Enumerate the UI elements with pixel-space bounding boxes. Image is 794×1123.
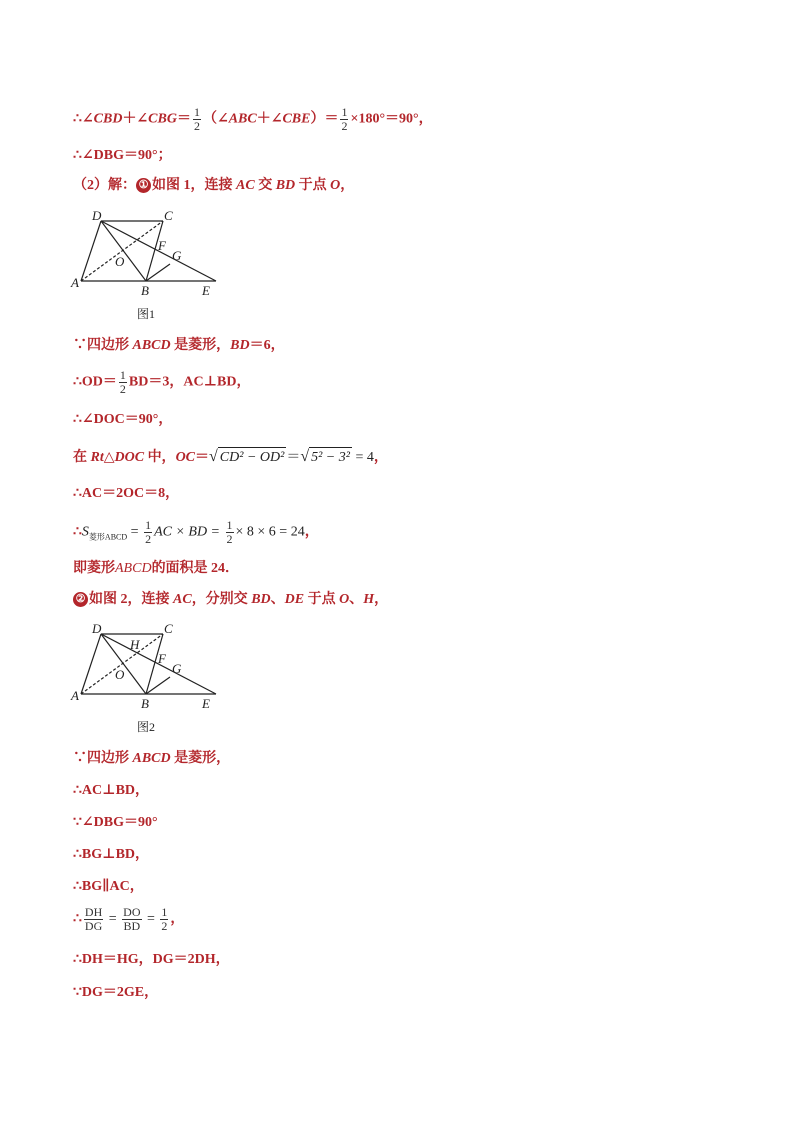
label-d: D — [92, 621, 102, 636]
line-area-result: 即菱形ABCD的面积是 24． — [73, 561, 240, 576]
label-d: D — [92, 208, 102, 223]
edge-da — [81, 221, 101, 281]
line-rhombus-2: ∵四边形 ABCD 是菱形， — [73, 751, 231, 766]
circled-number: ② — [73, 592, 88, 607]
fraction: $\frac{1}{2}$ — [193, 105, 200, 133]
label-a: A — [71, 688, 79, 703]
label-b: B — [141, 283, 149, 298]
fraction: $\frac{1}{2}$ — [226, 518, 233, 546]
fraction: $\frac{DO}{BD}$ — [123, 905, 141, 933]
fraction: $\frac{DH}{DG}$ — [84, 905, 103, 933]
line-angle-sum: ∴∠CBD＋∠CBG＝ $\frac{1}{2}$ （∠ABC＋∠CBE）＝ $\frac{1}{2}$ ×180°＝90°， — [73, 105, 433, 133]
radical: CD² − OD² — [218, 447, 287, 468]
label-a: A — [71, 275, 79, 290]
line-dbg-90: ∵∠DBG＝90° — [73, 815, 158, 830]
label-h: H — [130, 637, 140, 652]
line-rhombus-bd: ∵四边形 ABCD 是菱形，BD＝6， — [73, 338, 285, 353]
label-g: G — [172, 661, 182, 676]
figure-2 — [66, 618, 226, 713]
edge-db — [101, 221, 146, 281]
line-part2-second: ② 如图 2，连接 AC，分别交 BD、DE 于点 O、H， — [73, 590, 388, 610]
line-ac-perp-bd: ∴AC⊥BD， — [73, 783, 150, 798]
label-e: E — [202, 696, 210, 711]
label-e: E — [202, 283, 210, 298]
line-part2-intro: （2）解： ① 如图 1，连接 AC 交 BD 于点 O， — [73, 178, 355, 193]
label-f: F — [158, 651, 166, 666]
line-od: ∴OD＝ $\frac{1}{2}$ BD＝3，AC⊥BD， — [73, 368, 251, 396]
edge-da — [81, 634, 101, 694]
label-c: C — [164, 621, 173, 636]
figure-1-caption: 图1 — [137, 307, 156, 321]
diagonal-ac — [81, 221, 163, 281]
label-g: G — [172, 248, 182, 263]
radical: 5² − 3² — [309, 447, 352, 468]
line-ratio: ∴ $\frac{DH}{DG}$ = $\frac{DO}{BD}$ = $\frac{1}{2}$ ， — [73, 905, 185, 933]
line-area: $\therefore S_{菱形ABCD}$ = $\frac{1}{2}$ AC × BD = $\frac{1}{2}$ × 8 × 6 = 24， — [73, 518, 319, 546]
fraction: $\frac{1}{2}$ — [119, 368, 126, 396]
label-o: O — [115, 667, 125, 682]
figure-1 — [66, 205, 226, 300]
line-doc: ∴∠DOC＝90°， — [73, 412, 173, 427]
line-oc: 在 Rt△DOC 中，OC＝√ CD² − OD² ＝√ 5² − 3² = 4， — [73, 447, 388, 468]
fraction: $\frac{1}{2}$ — [145, 518, 152, 546]
label-f: F — [158, 238, 166, 253]
circled-number: ① — [136, 178, 151, 193]
label-b: B — [141, 696, 149, 711]
line-bg-parallel-ac: ∴BG∥AC， — [73, 879, 144, 894]
figure-2-caption: 图2 — [137, 720, 156, 734]
line-dg-2ge: ∵DG＝2GE， — [73, 985, 159, 1000]
line-dbg: ∴∠DBG＝90°； — [73, 148, 172, 163]
label-c: C — [164, 208, 173, 223]
diagonal-ac — [81, 634, 163, 694]
line-bg-perp-bd: ∴BG⊥BD， — [73, 847, 150, 862]
line-ac: ∴AC＝2OC＝8， — [73, 486, 180, 501]
fraction: $\frac{1}{2}$ — [161, 905, 168, 933]
label-o: O — [115, 254, 125, 269]
line-dh-hg: ∴DH＝HG，DG＝2DH， — [73, 952, 230, 967]
fraction: $\frac{1}{2}$ — [341, 105, 348, 133]
